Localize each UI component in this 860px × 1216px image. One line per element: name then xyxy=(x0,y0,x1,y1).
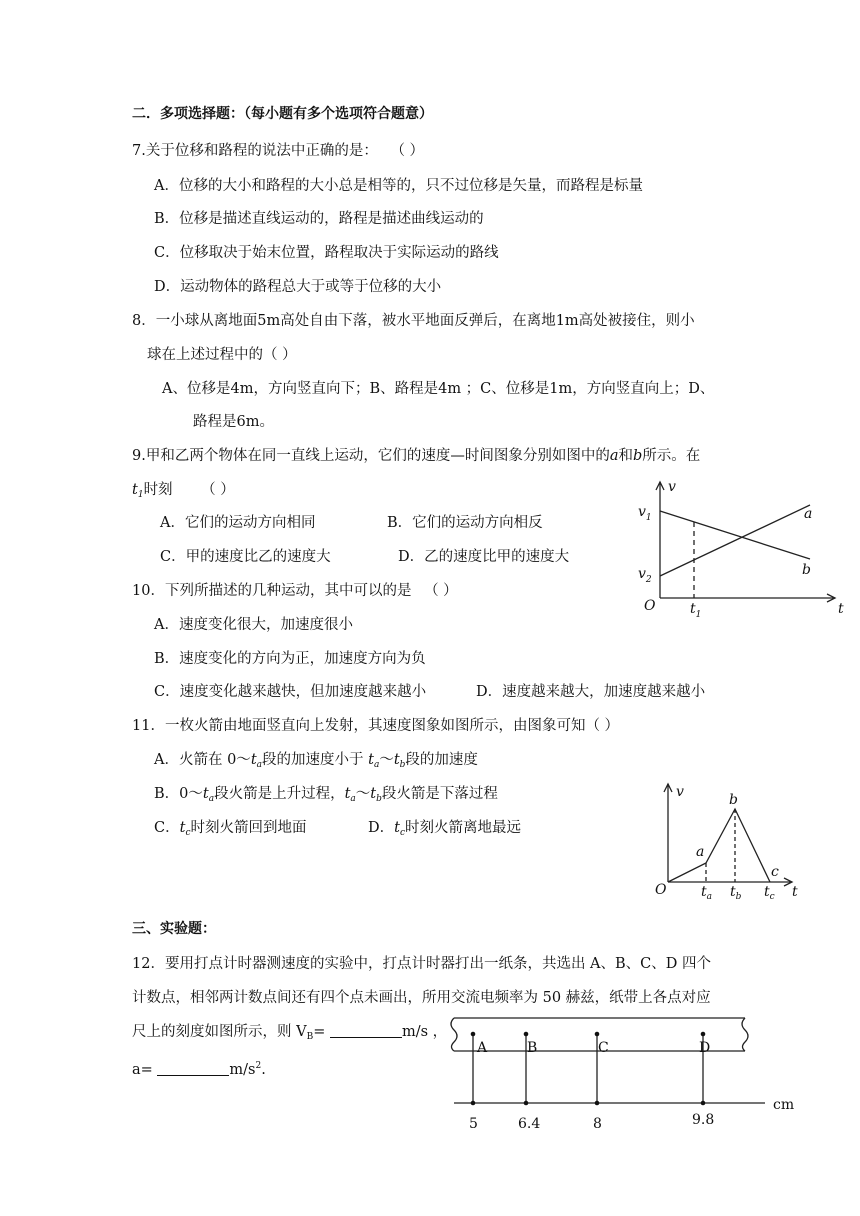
q11-option-d: D．$t_c$时刻火箭离地最远 xyxy=(368,820,522,838)
q12-paper-tape-figure xyxy=(440,1012,800,1132)
q11-graph-a: a xyxy=(696,844,705,860)
q11-graph-o: O xyxy=(655,882,667,898)
q7-stem-text: 7.关于位移和路程的说法中正确的是： xyxy=(132,143,378,159)
q9-stem-line2 xyxy=(132,480,235,505)
scale-unit-cm: cm xyxy=(773,1097,795,1113)
q11-graph-tc: $t_c$ xyxy=(764,884,775,902)
q7-stem xyxy=(132,141,424,161)
a-answer-blank[interactable] xyxy=(157,1061,229,1076)
q10-option-c: C．速度变化越来越快，但加速度越来越小 xyxy=(154,684,427,700)
q9-option-a: A．它们的运动方向相同 xyxy=(160,515,316,531)
q9-b-label: b xyxy=(633,448,643,464)
tape-label-c: C xyxy=(598,1040,609,1056)
q11-graph-ta: $t_a$ xyxy=(701,884,713,902)
scale-label-6-4: 6.4 xyxy=(518,1116,541,1132)
q11-option-b: B．$0\sim t_a$段火箭是上升过程，$t_a\sim t_b$段火箭是下落过程 xyxy=(154,786,498,804)
q9-option-c: C．甲的速度比乙的速度大 xyxy=(160,549,331,565)
q9-t1: $t_1$ xyxy=(132,482,144,500)
q8-options-line1: A、位移是4m，方向竖直向下；B、路程是4m ；C、位移是1m，方向竖直向上；D、 xyxy=(162,381,715,397)
tape-label-b: B xyxy=(527,1040,538,1056)
q11-option-a: A．火箭在 $0\sim t_a$段的加速度小于 $t_a\sim t_b$段的加速度 xyxy=(154,752,478,770)
ruler-dot-c xyxy=(595,1101,600,1106)
vb-answer-blank[interactable] xyxy=(330,1023,402,1038)
q7-answer-paren: （ ） xyxy=(390,143,425,159)
q9-graph-o: O xyxy=(644,598,656,614)
q10-answer-paren: （ ） xyxy=(424,583,458,599)
tape-label-a: A xyxy=(477,1040,488,1056)
q10-option-d: D．速度越来越大，加速度越来越小 xyxy=(476,684,706,700)
q11-graph-t: t xyxy=(792,884,798,900)
q9-option-b: B．它们的运动方向相反 xyxy=(387,515,543,531)
section-3-title: 三、实验题： xyxy=(132,921,216,937)
q9-vt-graph xyxy=(630,478,850,618)
q9-and: 和 xyxy=(618,448,633,464)
ruler-dot-b xyxy=(524,1101,529,1106)
q7-option-a: A．位移的大小和路程的大小总是相等的，只不过位移是矢量，而路程是标量 xyxy=(154,178,643,194)
q11-option-c: C．$t_c$时刻火箭回到地面 xyxy=(154,820,307,838)
q12-line4: $a= m/s^2$. xyxy=(132,1061,266,1078)
q9-graph-t1: $t_1$ xyxy=(690,601,702,620)
q11-stem: 11．一枚火箭由地面竖直向上发射，其速度图象如图所示，由图象可知（ ） xyxy=(132,718,620,734)
q10-option-b: B．速度变化的方向为正，加速度方向为负 xyxy=(154,651,426,667)
ruler-dot-d xyxy=(701,1101,706,1106)
q11-graph-v: v xyxy=(676,784,684,800)
tape-dot-d xyxy=(701,1032,706,1037)
q11-graph-tb: $t_b$ xyxy=(730,884,742,902)
q11-graph-b: b xyxy=(729,792,738,808)
tape-dot-c xyxy=(595,1032,600,1037)
q9-stem-line2-text: 时刻 xyxy=(143,482,173,498)
q9-stem-pre: 9.甲和乙两个物体在同一直线上运动，它们的速度—时间图象分别如图中的 xyxy=(132,448,610,464)
q11-graph-c: c xyxy=(771,864,779,880)
section-2-title: 二．多项选择题：（每小题有多个选项符合题意） xyxy=(132,106,433,122)
scale-label-5: 5 xyxy=(469,1116,478,1132)
tape-label-d: D xyxy=(699,1040,711,1056)
q10-stem-text: 10．下列所描述的几种运动，其中可以的是 xyxy=(132,583,412,599)
tape-left-wavy-edge xyxy=(451,1018,457,1051)
q9-graph-v1: $v_1$ xyxy=(638,504,652,523)
q9-graph-b: b xyxy=(802,562,811,578)
q8-stem-line2: 球在上述过程中的（ ） xyxy=(147,347,297,363)
q9-a-label: a xyxy=(609,448,619,464)
q9-graph-a: a xyxy=(804,506,813,522)
ruler-dot-a xyxy=(471,1101,476,1106)
q9-option-d: D．乙的速度比甲的速度大 xyxy=(398,549,570,565)
q7-option-b: B．位移是描述直线运动的，路程是描述曲线运动的 xyxy=(154,211,484,227)
q12-line1: 12．要用打点计时器测速度的实验中，打点计时器打出一纸条，共选出 A、B、C、D 四个 xyxy=(132,956,712,972)
scale-label-9-8: 9.8 xyxy=(692,1112,715,1128)
q9-stem-line1 xyxy=(132,446,700,466)
q9-graph-t: t xyxy=(838,601,844,617)
q7-option-c: C．位移取决于始末位置，路程取决于实际运动的路线 xyxy=(154,245,499,261)
q9-graph-v: v xyxy=(668,479,676,495)
q9-graph-v2: $v_2$ xyxy=(638,566,652,585)
q7-option-d: D．运动物体的路程总大于或等于位移的大小 xyxy=(154,279,442,295)
tape-right-wavy-edge xyxy=(742,1018,748,1051)
q10-option-a: A．速度变化很大，加速度很小 xyxy=(154,617,353,633)
q12-line2: 计数点，相邻两计数点间还有四个点未画出，所用交流电频率为 50 赫兹，纸带上各点对应 xyxy=(132,990,711,1006)
q8-stem-line1: 8．一小球从离地面5m高处自由下落，被水平地面反弹后，在离地1m高处被接住，则小 xyxy=(132,313,695,329)
q9-stem-post: 所示。在 xyxy=(642,448,701,464)
tape-dot-a xyxy=(471,1032,476,1037)
q12-line3: 尺上的刻度如图所示，则 $V_B= m/s$ ， xyxy=(132,1024,448,1042)
q10-stem xyxy=(132,581,458,601)
q11-vt-graph xyxy=(650,780,810,905)
q9-line-a xyxy=(660,505,813,576)
tape-dot-b xyxy=(524,1032,529,1037)
scale-label-8: 8 xyxy=(593,1116,602,1132)
q9-answer-paren: （ ） xyxy=(201,482,235,498)
q11-velocity-line xyxy=(668,809,770,882)
q9-line-b xyxy=(660,511,810,559)
q8-options-line2: 路程是6m。 xyxy=(193,414,274,430)
